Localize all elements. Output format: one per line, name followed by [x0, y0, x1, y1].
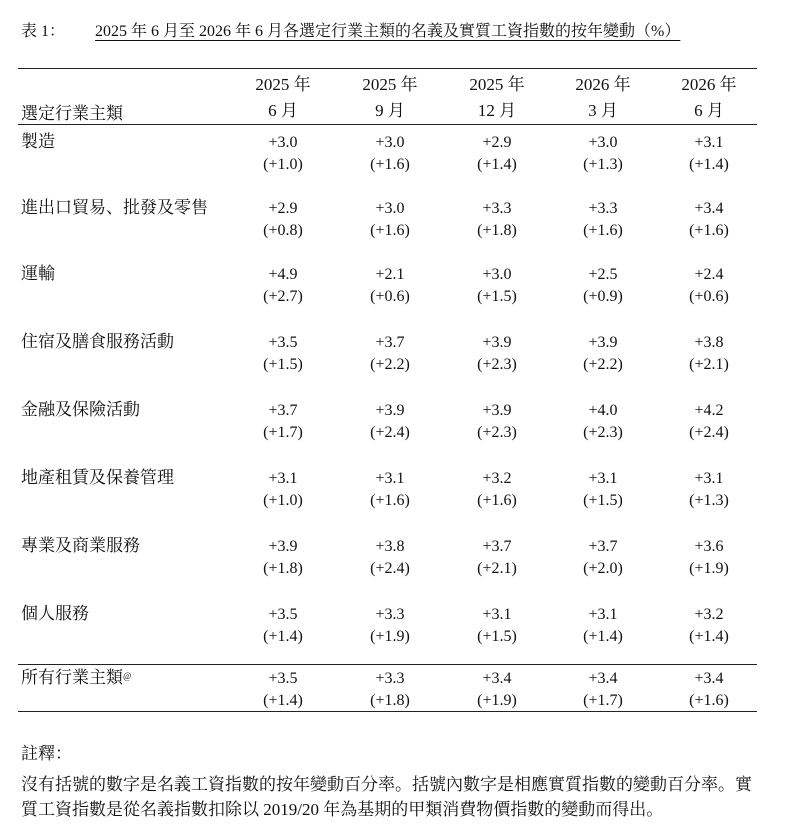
- nominal-change: +3.0: [482, 266, 512, 283]
- column-year: 2025 年: [362, 75, 418, 94]
- real-change: (+2.7): [263, 288, 303, 305]
- nominal-change: +3.1: [482, 606, 512, 623]
- table-caption: [21, 18, 681, 41]
- table-cell: [338, 468, 442, 512]
- row-label: [21, 196, 208, 220]
- table-row: [0, 130, 798, 190]
- table-cell: [551, 132, 655, 176]
- real-change: (+1.9): [370, 628, 410, 645]
- table-cell: [445, 468, 549, 512]
- real-change: (+1.9): [477, 692, 517, 709]
- row-label: [21, 466, 174, 490]
- nominal-change: +2.9: [268, 200, 298, 217]
- column-year: 2025 年: [469, 75, 525, 94]
- table-row: [0, 196, 798, 256]
- table-cell: [551, 536, 655, 580]
- nominal-change: +3.1: [694, 134, 724, 151]
- column-month: 9 月: [375, 101, 405, 120]
- nominal-change: +3.3: [588, 200, 618, 217]
- nominal-change: +3.9: [268, 538, 298, 555]
- nominal-change: +3.1: [694, 470, 724, 487]
- nominal-change: +3.9: [482, 402, 512, 419]
- table-cell: [445, 264, 549, 308]
- real-change: (+1.6): [689, 222, 729, 239]
- row-label-text: 所有行業主類: [21, 668, 123, 687]
- table-cell: [551, 668, 655, 712]
- notes-body: 沒有括號的數字是名義工資指數的按年變動百分率。括號內數字是相應實質指數的變動百分率。實質工資指數是從名義指數扣除以 2019/20 年為基期的甲類消費物價指數的變動而得出。: [21, 775, 752, 819]
- notes-title: 註釋：: [21, 744, 72, 763]
- table-title: 2025 年 6 月至 2026 年 6 月各選定行業主類的名義及實質工資指數的按年變動（%）: [95, 23, 681, 40]
- nominal-change: +3.1: [268, 470, 298, 487]
- table-cell: [338, 198, 442, 242]
- real-change: (+1.6): [689, 692, 729, 709]
- table-cell: [657, 604, 761, 648]
- nominal-change: +4.2: [694, 402, 724, 419]
- table-cell: [445, 132, 549, 176]
- row-label-text: 製造: [21, 132, 55, 151]
- real-change: (+0.6): [689, 288, 729, 305]
- table-cell: [657, 132, 761, 176]
- table-cell: [338, 668, 442, 712]
- real-change: (+2.4): [370, 424, 410, 441]
- nominal-change: +3.4: [694, 200, 724, 217]
- real-change: (+1.3): [689, 492, 729, 509]
- table-cell: [445, 198, 549, 242]
- table-row: [0, 398, 798, 458]
- table-cell: [338, 536, 442, 580]
- total-row: [0, 666, 798, 726]
- table-cell: [445, 400, 549, 444]
- real-change: (+1.4): [263, 628, 303, 645]
- column-month: 6 月: [268, 101, 298, 120]
- real-change: (+2.4): [689, 424, 729, 441]
- nominal-change: +3.1: [588, 470, 618, 487]
- table-cell: [657, 468, 761, 512]
- column-month: 3 月: [588, 101, 618, 120]
- table-cell: [551, 400, 655, 444]
- nominal-change: +2.5: [588, 266, 618, 283]
- table-cell: [657, 536, 761, 580]
- real-change: (+1.4): [583, 628, 623, 645]
- table-cell: [551, 264, 655, 308]
- table-cell: [338, 264, 442, 308]
- nominal-change: +3.7: [268, 402, 298, 419]
- table-cell: [657, 332, 761, 376]
- table-cell: [657, 198, 761, 242]
- real-change: (+1.7): [263, 424, 303, 441]
- real-change: (+1.6): [370, 492, 410, 509]
- real-change: (+1.0): [263, 156, 303, 173]
- table-row: [0, 466, 798, 526]
- table-number: 表 1：: [21, 23, 66, 40]
- column-year: 2025 年: [255, 75, 311, 94]
- table-cell: [231, 198, 335, 242]
- nominal-change: +2.4: [694, 266, 724, 283]
- row-label-text: 運輸: [21, 264, 55, 283]
- real-change: (+1.6): [583, 222, 623, 239]
- nominal-change: +4.9: [268, 266, 298, 283]
- nominal-change: +4.0: [588, 402, 618, 419]
- nominal-change: +3.3: [482, 200, 512, 217]
- table-cell: [551, 198, 655, 242]
- real-change: (+1.4): [263, 692, 303, 709]
- column-month: 12 月: [477, 101, 517, 120]
- real-change: (+1.3): [583, 156, 623, 173]
- nominal-change: +3.1: [375, 470, 405, 487]
- real-change: (+2.3): [583, 424, 623, 441]
- top-rule: [18, 68, 757, 69]
- table-cell: [231, 536, 335, 580]
- real-change: (+1.8): [370, 692, 410, 709]
- row-label: [21, 262, 55, 286]
- real-change: (+2.2): [583, 356, 623, 373]
- footnote-marker: @: [123, 671, 132, 681]
- real-change: (+2.2): [370, 356, 410, 373]
- nominal-change: +3.4: [482, 670, 512, 687]
- real-change: (+2.3): [477, 356, 517, 373]
- nominal-change: +3.0: [588, 134, 618, 151]
- nominal-change: +3.4: [694, 670, 724, 687]
- total-rule: [18, 664, 757, 665]
- table-cell: [231, 332, 335, 376]
- row-label: [21, 398, 140, 422]
- nominal-change: +3.2: [482, 470, 512, 487]
- column-header: [445, 72, 549, 124]
- real-change: (+2.3): [477, 424, 517, 441]
- real-change: (+2.1): [689, 356, 729, 373]
- real-change: (+0.8): [263, 222, 303, 239]
- nominal-change: +3.9: [482, 334, 512, 351]
- nominal-change: +3.0: [268, 134, 298, 151]
- table-cell: [231, 468, 335, 512]
- nominal-change: +3.4: [588, 670, 618, 687]
- table-row: [0, 602, 798, 662]
- table-cell: [551, 332, 655, 376]
- nominal-change: +3.7: [588, 538, 618, 555]
- table-row: [0, 262, 798, 322]
- real-change: (+1.4): [689, 156, 729, 173]
- nominal-change: +3.9: [588, 334, 618, 351]
- table-cell: [231, 604, 335, 648]
- nominal-change: +3.5: [268, 334, 298, 351]
- nominal-change: +3.8: [694, 334, 724, 351]
- table-cell: [657, 400, 761, 444]
- table-cell: [445, 604, 549, 648]
- nominal-change: +3.2: [694, 606, 724, 623]
- row-label-text: 專業及商業服務: [21, 536, 140, 555]
- nominal-change: +3.5: [268, 606, 298, 623]
- nominal-change: +3.9: [375, 402, 405, 419]
- total-row-label: [21, 666, 131, 690]
- table-cell: [445, 536, 549, 580]
- table-cell: [445, 668, 549, 712]
- bottom-rule: [18, 711, 757, 712]
- table-cell: [231, 400, 335, 444]
- real-change: (+2.1): [477, 560, 517, 577]
- nominal-change: +2.1: [375, 266, 405, 283]
- table-cell: [551, 468, 655, 512]
- row-label-text: 進出口貿易、批發及零售: [21, 198, 208, 217]
- column-header: [551, 72, 655, 124]
- row-label-text: 金融及保險活動: [21, 400, 140, 419]
- header-rule: [18, 124, 757, 125]
- real-change: (+1.9): [689, 560, 729, 577]
- real-change: (+1.8): [477, 222, 517, 239]
- table-row: [0, 534, 798, 594]
- row-label: [21, 330, 174, 354]
- nominal-change: +3.7: [482, 538, 512, 555]
- real-change: (+1.5): [583, 492, 623, 509]
- nominal-change: +3.5: [268, 670, 298, 687]
- table-cell: [231, 264, 335, 308]
- table-cell: [338, 400, 442, 444]
- table-cell: [551, 604, 655, 648]
- real-change: (+0.9): [583, 288, 623, 305]
- table-cell: [657, 668, 761, 712]
- row-label-text: 住宿及膳食服務活動: [21, 332, 174, 351]
- real-change: (+1.5): [263, 356, 303, 373]
- real-change: (+1.6): [370, 156, 410, 173]
- column-month: 6 月: [694, 101, 724, 120]
- nominal-change: +3.1: [588, 606, 618, 623]
- nominal-change: +3.3: [375, 606, 405, 623]
- row-label: [21, 130, 55, 154]
- real-change: (+1.6): [370, 222, 410, 239]
- row-header-label: 選定行業主類: [21, 104, 123, 123]
- table-cell: [338, 332, 442, 376]
- real-change: (+2.0): [583, 560, 623, 577]
- table-cell: [338, 604, 442, 648]
- column-header: [231, 72, 335, 124]
- real-change: (+1.7): [583, 692, 623, 709]
- column-year: 2026 年: [575, 75, 631, 94]
- row-label: [21, 534, 140, 558]
- real-change: (+1.4): [477, 156, 517, 173]
- table-cell: [657, 264, 761, 308]
- nominal-change: +3.0: [375, 134, 405, 151]
- table-cell: [231, 668, 335, 712]
- column-header: [338, 72, 442, 124]
- nominal-change: +3.3: [375, 670, 405, 687]
- row-label-text: 地產租賃及保養管理: [21, 468, 174, 487]
- nominal-change: +3.7: [375, 334, 405, 351]
- nominal-change: +3.6: [694, 538, 724, 555]
- real-change: (+1.5): [477, 628, 517, 645]
- nominal-change: +2.9: [482, 134, 512, 151]
- real-change: (+1.0): [263, 492, 303, 509]
- table-cell: [231, 132, 335, 176]
- row-label: [21, 602, 89, 626]
- column-year: 2026 年: [681, 75, 737, 94]
- real-change: (+0.6): [370, 288, 410, 305]
- real-change: (+1.5): [477, 288, 517, 305]
- table-cell: [445, 332, 549, 376]
- nominal-change: +3.0: [375, 200, 405, 217]
- real-change: (+1.4): [689, 628, 729, 645]
- column-header: [657, 72, 761, 124]
- real-change: (+1.6): [477, 492, 517, 509]
- row-label-text: 個人服務: [21, 604, 89, 623]
- real-change: (+2.4): [370, 560, 410, 577]
- table-cell: [338, 132, 442, 176]
- table-row: [0, 330, 798, 390]
- nominal-change: +3.8: [375, 538, 405, 555]
- real-change: (+1.8): [263, 560, 303, 577]
